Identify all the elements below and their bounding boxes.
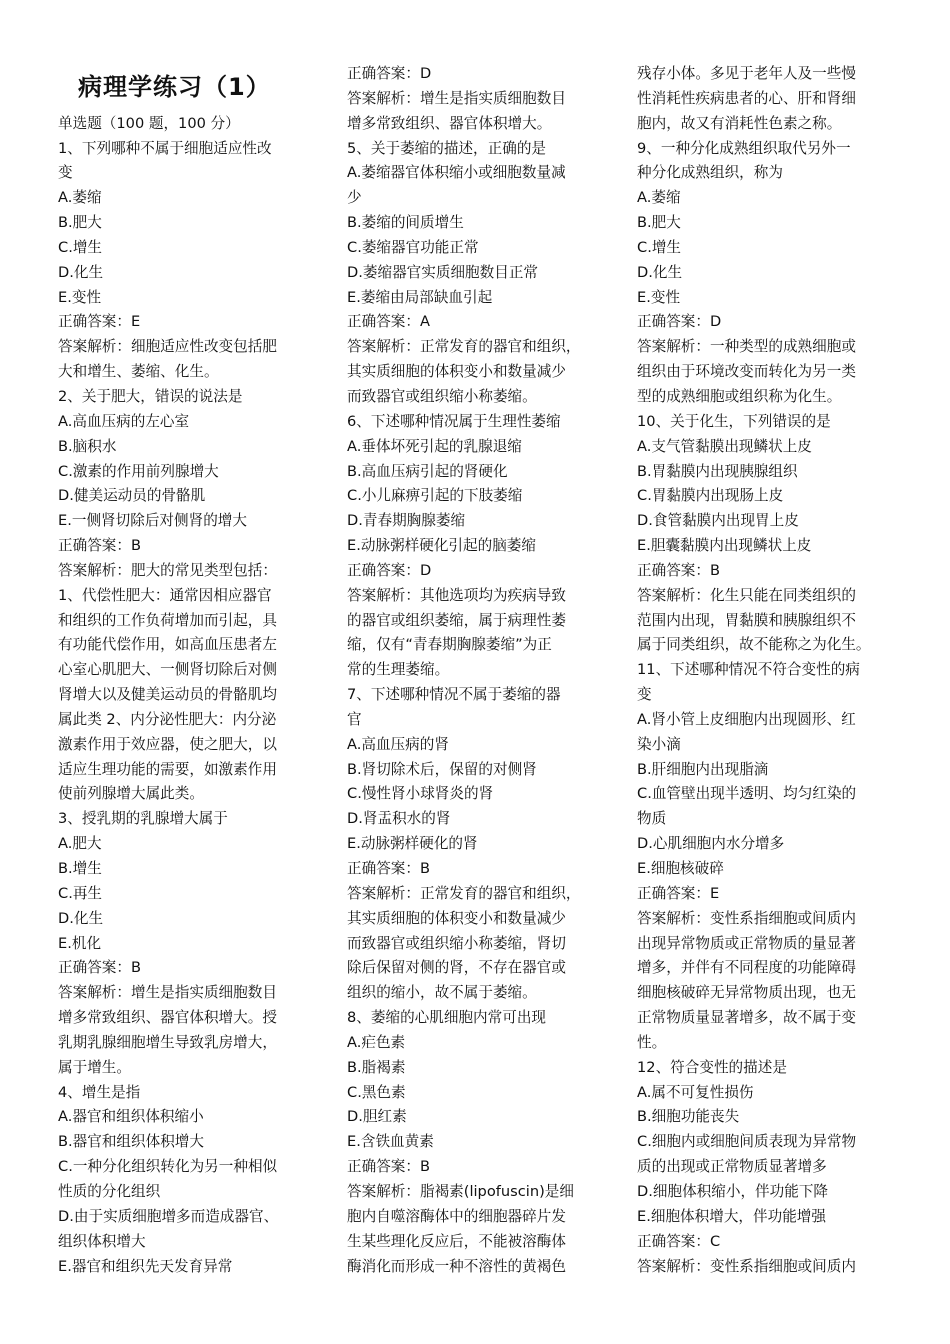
text-line: 激素作用于效应器，使之肥大，以: [58, 735, 277, 753]
text-line: B.萎缩的间质增生: [347, 214, 464, 232]
text-line: E.变性: [58, 288, 102, 306]
text-line: E.细胞核破碎: [637, 860, 724, 877]
text-line: C.血管壁出现半透明、均匀红染的: [637, 785, 857, 803]
text-line: 组织由于环境改变而转化为另一类: [637, 363, 856, 381]
text-line: C.细胞内或细胞间质表现为异常物: [637, 1133, 857, 1151]
text-line: 种分化成熟组织，称为: [637, 164, 783, 182]
text-line: C.黑色素: [347, 1083, 406, 1101]
text-line: A.疟色素: [347, 1033, 406, 1051]
text-line: 正确答案：A: [347, 313, 430, 331]
text-line: 1、代偿性肥大：通常因相应器官: [58, 586, 272, 604]
text-line: 性质的分化组织: [58, 1182, 161, 1200]
text-line: 官: [347, 710, 362, 728]
text-line: A.萎缩: [58, 189, 102, 207]
text-line: 大和增生、萎缩、化生。: [58, 363, 219, 381]
text-line: 物质: [637, 810, 667, 828]
text-line: 答案解析：正常发育的器官和组织，: [347, 884, 581, 902]
text-line: 肾增大以及健美运动员的骨骼肌均: [58, 686, 277, 704]
text-line: C.再生: [58, 884, 103, 902]
text-line: E.机化: [58, 934, 102, 952]
text-line: C.增生: [58, 238, 103, 256]
text-line: A.萎缩: [637, 189, 681, 207]
text-line: E.一侧肾切除后对侧肾的增大: [58, 512, 247, 530]
text-line: A.萎缩器官体积缩小或细胞数量减: [347, 164, 566, 182]
text-line: A.高血压病的肾: [347, 735, 449, 753]
text-line: 酶消化而形成一种不溶性的黄褐色: [347, 1257, 566, 1275]
text-line: 正确答案：D: [347, 561, 432, 579]
text-line: E.细胞体积增大，伴功能增强: [637, 1207, 826, 1225]
text-line: E.器官和组织先天发育异常: [58, 1257, 233, 1275]
text-line: D.青春期胸腺萎缩: [347, 512, 466, 530]
text-line: 质的出现或正常物质显著增多: [637, 1158, 827, 1176]
text-line: A.支气管黏膜出现鳞状上皮: [637, 437, 812, 455]
column-1: [58, 62, 314, 1279]
text-line: 属于同类组织，故不能称之为化生。: [637, 636, 871, 654]
text-line: B.肾切除术后，保留的对侧肾: [347, 760, 537, 778]
text-line: 而致器官或组织缩小称萎缩，肾切: [347, 934, 566, 952]
text-line: B.器官和组织体积增大: [58, 1133, 204, 1151]
text-line: 的器官或组织萎缩，属于病理性萎: [347, 611, 566, 629]
column-3: [637, 62, 895, 1279]
text-line: 11、下述哪种情况不符合变性的病: [637, 661, 860, 679]
text-line: D.胆红素: [347, 1108, 407, 1126]
text-line: 9、一种分化成熟组织取代另外一: [637, 139, 851, 157]
text-line: 4、增生是指: [58, 1083, 141, 1101]
text-line: 正确答案：B: [347, 860, 430, 877]
text-line: B.肥大: [637, 214, 681, 232]
text-line: E.萎缩由局部缺血引起: [347, 288, 493, 306]
text-line: 3、授乳期的乳腺增大属于: [58, 810, 228, 828]
text-line: 残存小体。多见于老年人及一些慢: [637, 65, 856, 82]
text-line: 正确答案：D: [347, 65, 432, 82]
column-2: [347, 62, 603, 1279]
text-line: [58, 87, 314, 112]
text-line: E.变性: [637, 288, 681, 306]
text-line: 8、萎缩的心肌细胞内常可出现: [347, 1009, 547, 1027]
text-line: 答案解析：增生是指实质细胞数目: [58, 984, 277, 1002]
text-line: 增多常致组织、器官体积增大。授: [58, 1009, 277, 1027]
text-line: A.器官和组织体积缩小: [58, 1108, 204, 1126]
text-line: D.细胞体积缩小，伴功能下降: [637, 1182, 829, 1200]
text-line: 属此类 2、内分泌性肥大：内分泌: [58, 710, 277, 728]
text-line: C.一种分化组织转化为另一种相似: [58, 1158, 278, 1176]
text-line: 染小滴: [637, 735, 681, 753]
text-line: B.肥大: [58, 214, 102, 232]
text-line: 心室心肌肥大、一侧肾切除后对侧: [58, 661, 277, 679]
text-line: C.小儿麻痹引起的下肢萎缩: [347, 487, 523, 505]
text-line: 正确答案：D: [637, 313, 722, 331]
text-line: 答案解析：脂褐素(lipofuscin)是细: [347, 1182, 574, 1200]
text-line: 答案解析：一种类型的成熟细胞或: [637, 338, 856, 356]
text-line: 性。: [637, 1033, 667, 1051]
text-line: 6、下述哪种情况属于生理性萎缩: [347, 412, 561, 430]
text-line: 使前列腺增大属此类。: [58, 785, 204, 803]
text-line: 生某些理化反应后，不能被溶酶体: [347, 1232, 566, 1250]
text-line: 正确答案：E: [637, 884, 720, 902]
text-line: 正确答案：B: [637, 561, 720, 579]
text-line: 7、下述哪种情况不属于萎缩的器: [347, 686, 561, 704]
text-line: D.化生: [58, 263, 104, 281]
text-line: D.食管黏膜内出现胃上皮: [637, 512, 799, 530]
text-line: 答案解析：肥大的常见类型包括：: [58, 561, 277, 579]
text-line: 2、关于肥大，错误的说法是: [58, 387, 243, 405]
text-line: D.萎缩器官实质细胞数目正常: [347, 263, 539, 281]
text-line: 正确答案：B: [58, 959, 141, 977]
text-line: 缩，仅有“青春期胸腺萎缩”为正: [347, 636, 552, 654]
text-line: [58, 62, 314, 87]
text-line: C.慢性肾小球肾炎的肾: [347, 785, 494, 803]
text-line: 10、关于化生，下列错误的是: [637, 412, 831, 430]
text-line: B.胃黏膜内出现胰腺组织: [637, 462, 798, 480]
text-line: 12、符合变性的描述是: [637, 1058, 787, 1076]
text-line: A.肥大: [58, 835, 102, 853]
text-line: 单选题（100 题，100 分）: [58, 114, 240, 132]
text-line: C.胃黏膜内出现肠上皮: [637, 487, 784, 505]
text-line: 正常物质量显著增多，故不属于变: [637, 1009, 856, 1027]
text-line: 出现异常物质或正常物质的量显著: [637, 934, 856, 952]
text-line: D.化生: [637, 263, 683, 281]
text-line: B.增生: [58, 860, 102, 877]
text-line: E.动脉粥样硬化的肾: [347, 835, 478, 853]
text-line: 答案解析：正常发育的器官和组织，: [347, 338, 581, 356]
text-line: 答案解析：化生只能在同类组织的: [637, 586, 856, 604]
text-line: B.高血压病引起的肾硬化: [347, 462, 508, 480]
text-line: 增多常致组织、器官体积增大。: [347, 114, 552, 132]
text-line: 其实质细胞的体积变小和数量减少: [347, 363, 566, 381]
text-line: 正确答案：B: [58, 537, 141, 555]
text-line: A.垂体坏死引起的乳腺退缩: [347, 437, 522, 455]
text-line: 除后保留对侧的肾，不存在器官或: [347, 959, 566, 977]
text-line: D.化生: [58, 909, 104, 927]
text-line: A.肾小管上皮细胞内出现圆形、红: [637, 710, 856, 728]
text-line: 变: [58, 164, 73, 182]
text-line: E.胆囊黏膜内出现鳞状上皮: [637, 537, 812, 555]
text-line: 适应生理功能的需要，如激素作用: [58, 760, 277, 778]
text-line: D.由于实质细胞增多而造成器官、: [58, 1207, 279, 1225]
text-line: 乳期乳腺细胞增生导致乳房增大，: [58, 1033, 277, 1051]
text-line: 组织体积增大: [58, 1232, 146, 1250]
text-line: 正确答案：C: [637, 1232, 721, 1250]
text-line: 胞内自噬溶酶体中的细胞器碎片发: [347, 1207, 566, 1225]
text-line: B.细胞功能丧失: [637, 1108, 740, 1126]
text-line: 少: [347, 189, 362, 207]
text-line: 有功能代偿作用，如高血压患者左: [58, 636, 277, 654]
text-line: C.萎缩器官功能正常: [347, 238, 479, 256]
text-line: 范围内出现，胃黏膜和胰腺组织不: [637, 611, 856, 629]
page-title: 病理学练习（1）: [78, 73, 271, 101]
text-line: 答案解析：变性系指细胞或间质内: [637, 909, 856, 927]
text-line: 答案解析：变性系指细胞或间质内: [637, 1257, 856, 1275]
text-line: D.肾盂积水的肾: [347, 810, 451, 828]
text-line: C.激素的作用前列腺增大: [58, 462, 219, 480]
text-line: 增多，并伴有不同程度的功能障碍: [637, 959, 856, 977]
text-line: 正确答案：E: [58, 313, 141, 331]
text-line: 变: [637, 686, 652, 704]
text-line: 性消耗性疾病患者的心、肝和肾细: [637, 89, 856, 107]
text-line: D.健美运动员的骨骼肌: [58, 487, 206, 505]
text-line: A.高血压病的左心室: [58, 412, 190, 430]
text-line: B.肝细胞内出现脂滴: [637, 760, 769, 778]
text-line: 而致器官或组织缩小称萎缩。: [347, 387, 537, 405]
text-line: 属于增生。: [58, 1058, 131, 1076]
text-line: B.脑积水: [58, 437, 117, 455]
text-line: 1、下列哪种不属于细胞适应性改: [58, 139, 272, 157]
text-line: B.脂褐素: [347, 1058, 406, 1076]
text-line: 答案解析：其他选项均为疾病导致: [347, 586, 566, 604]
text-line: 组织的缩小，故不属于萎缩。: [347, 984, 537, 1002]
text-line: 其实质细胞的体积变小和数量减少: [347, 909, 566, 927]
text-line: 5、关于萎缩的描述，正确的是: [347, 139, 547, 157]
text-line: 常的生理萎缩。: [347, 661, 450, 679]
text-line: C.增生: [637, 238, 682, 256]
text-line: 型的成熟细胞或组织称为化生。: [637, 387, 842, 405]
text-line: E.动脉粥样硬化引起的脑萎缩: [347, 537, 536, 555]
text-line: 细胞核破碎无异常物质出现，也无: [637, 984, 856, 1002]
text-line: A.属不可复性损伤: [637, 1083, 754, 1101]
text-line: 正确答案：B: [347, 1158, 430, 1176]
text-line: D.心肌细胞内水分增多: [637, 835, 785, 853]
text-line: 胞内，故又有消耗性色素之称。: [637, 114, 842, 132]
text-line: E.含铁血黄素: [347, 1133, 434, 1151]
text-line: 和组织的工作负荷增加而引起，具: [58, 611, 277, 629]
text-line: 答案解析：细胞适应性改变包括肥: [58, 338, 277, 356]
text-line: 答案解析：增生是指实质细胞数目: [347, 89, 566, 107]
